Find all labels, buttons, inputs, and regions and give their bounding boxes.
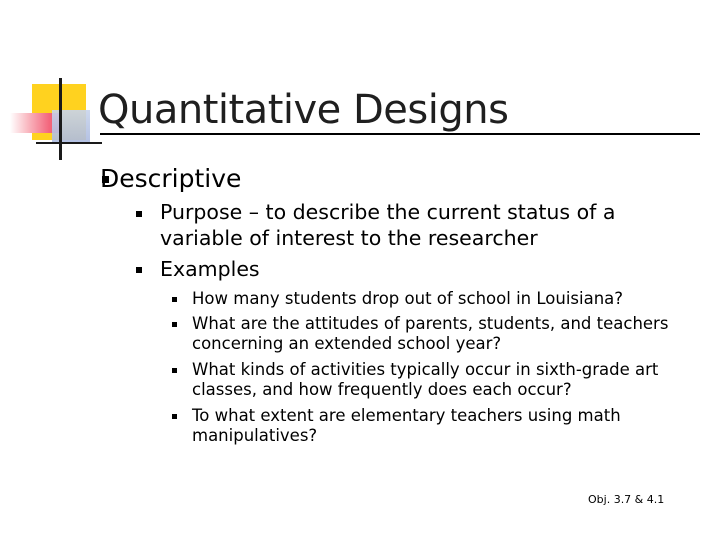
bullet-square-icon xyxy=(172,368,177,373)
bullet-square-icon xyxy=(136,267,142,273)
logo-vertical-line xyxy=(59,78,62,160)
bullet-level2-examples: Examples xyxy=(160,257,260,281)
bullet-level3-item: To what extent are elementary teachers using math manipulatives? xyxy=(192,406,621,445)
bullet-square-icon xyxy=(172,322,177,327)
bullet-level2-purpose: Purpose – to describe the current status of a variable of interest to the researcher xyxy=(160,200,616,250)
logo-blue-square xyxy=(52,110,90,144)
bullet-level1-descriptive: Descriptive xyxy=(100,164,242,193)
bullet-square-icon xyxy=(172,414,177,419)
bullet-level3-item: What kinds of activities typically occur in sixth-grade art classes, and how frequently does each occur? xyxy=(192,360,659,399)
bullet-level3-item: How many students drop out of school in Louisiana? xyxy=(192,289,624,308)
objective-footer: Obj. 3.7 & 4.1 xyxy=(588,493,665,506)
slide-title: Quantitative Designs xyxy=(98,87,509,133)
bullet-square-icon xyxy=(172,297,177,302)
logo-horizontal-line xyxy=(36,142,102,144)
bullet-square-icon xyxy=(136,211,142,217)
bullet-level3-item: What are the attitudes of parents, students, and teachers concerning an extended school year? xyxy=(192,314,669,353)
